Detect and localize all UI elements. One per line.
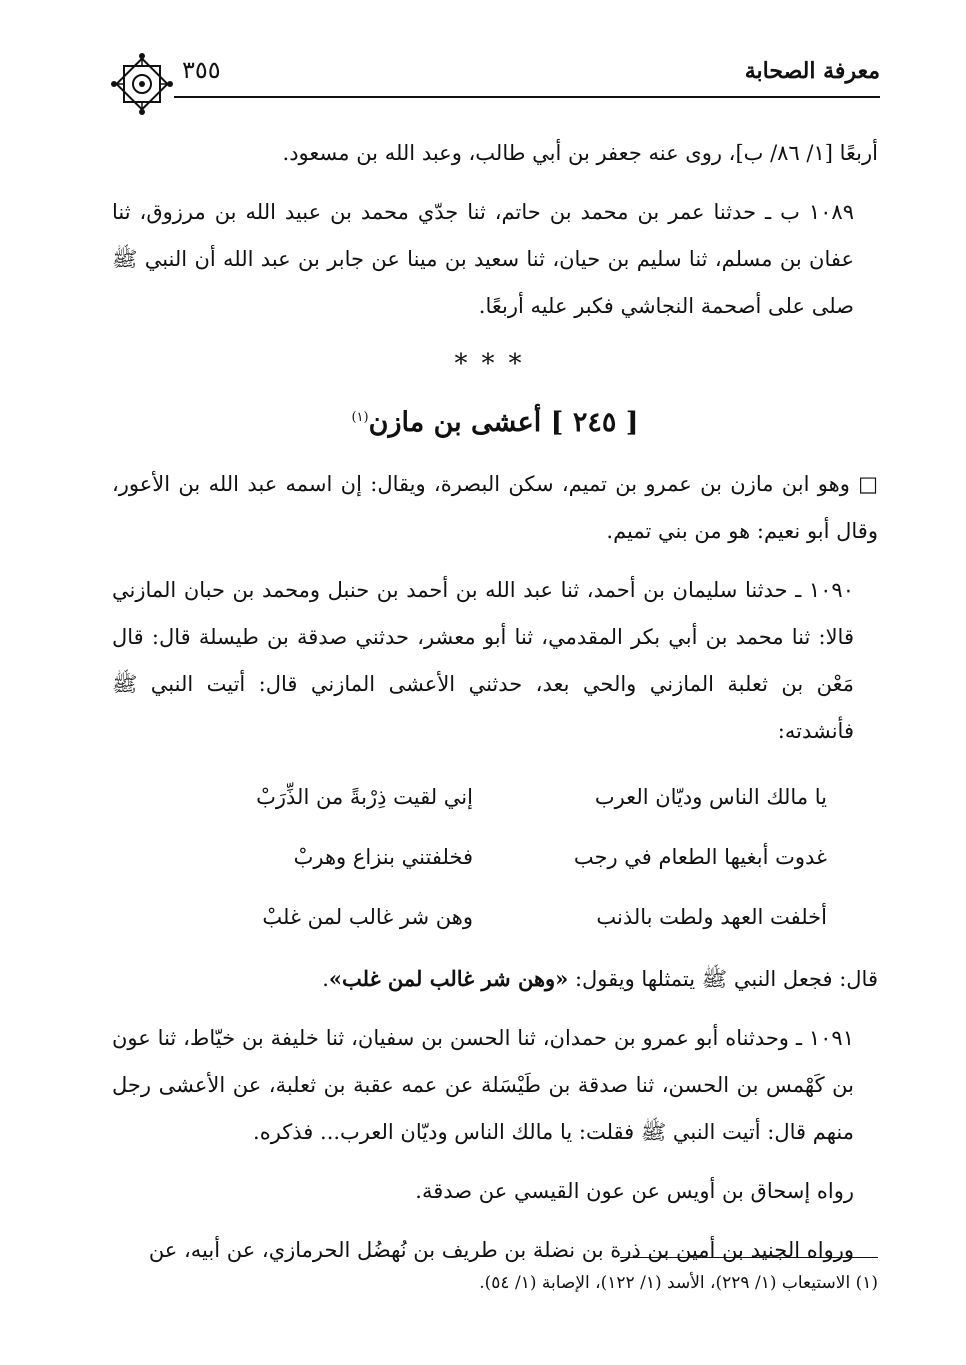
page-number: ٣٥٥ — [182, 56, 221, 84]
poem — [112, 767, 878, 947]
after-poem-lead: قال: فجعل النبي ﷺ يتمثلها ويقول: — [568, 967, 878, 991]
verse-first-hemistich: غدوت أبغيها الطعام في رجب — [573, 845, 827, 869]
entry-bio: □ وهو ابن مازن بن عمرو بن تميم، سكن البصرة، ويقال: إن اسمه عبد الله بن الأعور، وقال أبو نعيم: هو من بني تميم. — [112, 472, 878, 543]
after-poem-paragraph — [112, 955, 878, 1003]
eight-point-star-ornament-icon — [110, 52, 174, 116]
entry-heading — [112, 390, 878, 451]
hadith-1091: ١٠٩١ ـ وحدثناه أبو عمرو بن حمدان، ثنا الحسن بن سفيان، ثنا خليفة بن خيّاط، ثنا عون بن كَهْمس بن الحسن، ثنا صدقة بن طَيْسَلة عن عمه عقبة بن ثعلبة، عن الأعشى رجل منهم قال: أتيت النبي ﷺ فقلت: يا مالك الناس وديّان العرب... فذكره. — [112, 1026, 854, 1144]
hadith-1089b: ١٠٨٩ ب ـ حدثنا عمر بن محمد بن حاتم، ثنا جدّي محمد بن عبيد الله بن مرزوق، ثنا عفان بن مسلم، ثنا سليم بن حيان، ثنا سعيد بن مينا عن جابر بن عبد الله أن النبي ﷺ صلى على أصحمة النجاشي فكبر عليه أربعًا. — [112, 200, 854, 318]
after-poem-end: . — [322, 967, 329, 991]
footnote: (١) الاستيعاب (١/ ٢٢٩)، الأسد (١/ ١٢٢)، الإصابة (١/ ٥٤). — [479, 1273, 878, 1293]
narration-junaid: ورواه الجنيد بن أمين بن ذرة بن نضلة بن طريف بن نُهضُل الحرمازي، عن أبيه، عن — [148, 1238, 854, 1262]
poem-verse — [112, 767, 878, 827]
page-header — [110, 52, 880, 102]
footnote-marker: (١) — [351, 410, 369, 425]
poem-verse — [112, 887, 878, 947]
bold-quote: «وهن شر غالب لمن غلب» — [328, 966, 569, 991]
main-text — [112, 130, 878, 1286]
narration-ishaq: رواه إسحاق بن أويس عن عون القيسي عن صدقة. — [415, 1179, 854, 1203]
entry-title: [ ٢٤٥ ] أعشى بن مازن — [368, 407, 639, 438]
header-divider — [174, 96, 880, 98]
hadith-1090: ١٠٩٠ ـ حدثنا سليمان بن أحمد، ثنا عبد الله بن أحمد بن حنبل ومحمد بن حبان المازني قالا: ثنا محمد بن أبي بكر المقدمي، ثنا أبو معشر، حدثني صدقة بن طيسلة قال: قال مَعْن بن ثعلبة المازني والحي بعد، حدثني الأعشى المازني قال: أتيت النبي ﷺ فأنشدته: — [112, 578, 854, 743]
paragraph-continuation: أربعًا [١/ ٨٦/ ب]، روى عنه جعفر بن أبي طالب، وعبد الله بن مسعود. — [282, 141, 878, 165]
verse-first-hemistich: يا مالك الناس وديّان العرب — [594, 785, 827, 809]
verse-second-hemistich: إني لقيت ذِرْبةً من الذِّرَبْ — [256, 785, 473, 809]
running-title: معرفة الصحابة — [744, 58, 880, 84]
verse-second-hemistich: فخلفتني بنزاع وهربْ — [293, 845, 473, 869]
section-separator: *** — [454, 349, 536, 379]
footnote-divider — [620, 1257, 878, 1258]
poem-verse — [112, 827, 878, 887]
verse-first-hemistich: أخلفت العهد ولطت بالذنب — [596, 905, 827, 929]
verse-second-hemistich: وهن شر غالب لمن غلبْ — [262, 905, 473, 929]
